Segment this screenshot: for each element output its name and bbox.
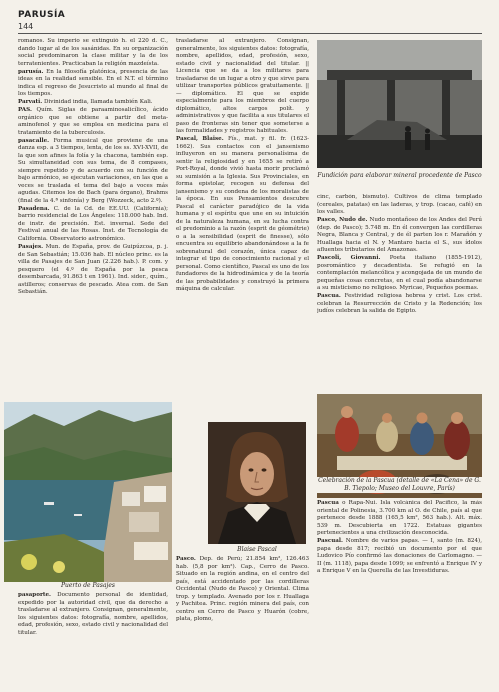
text-column-1-bottom [18,592,168,690]
entry-pasaporte: pasaporte. Documento personal de identidad, expedido por la autoridad civil, que da derecho a trasladarse al extranjero. Consignan, generalmente, los siguientes datos: fotografía, nombre, apellidos, edad, profesión, sexo, estado civil y nacionalidad del titular. [18,592,168,636]
caption-puerto-de-pasajes: Puerto de Pasajes [60,582,116,589]
entry-parvati: Parvati. Divinidad india, llamada también Kali. [18,99,153,106]
entry-pasacalle: pasacalle. Forma musical que proviene de una danza esp. a 3 tiempos, lenta, de los ss. XVI-XVII, de la que son afines la folía y la chacona, también esp. Su simultaneidad con sus tema, de 8 compases, siempre repetido y de acuerdo con su función de bajo armónico, se ejecutan variaciones, en las que a veces se traslada el tema del bajo a voces más agudas. Citemos los de Bach (para órgano), Brahms (final de la 4.ª sinfonía) y Berg (Wozzeck, acto 2.º). [18,137,168,204]
page-number: 144 [18,22,34,31]
entry-nudo-de-pasco: Pasco, Nudo de. Nudo montañoso de los Andes del Perú (dep. de Pasco); 5.748 m. En él convergen las cordilleras Negra, Blanca y Central, y de él parten los r. Marañón y Huallaga hacia el N. y Mantaro hacia el S., sus ídolos afluentes tributarios del Amazonas. [317,217,482,254]
text-column-1 [18,38,168,400]
entry: trasladarse al extranjero. Consignan, generalmente, los siguientes datos: fotografía, nombre, apellidos, edad, profesión, sexo, estado civil y nacionalidad del titular. || Licencia que se da a los militares para trasladarse de un lugar a otro y que sirve para utilizar transportes públicos gratuitamente. || — diplomático. El que se expide especialmente para los miembros del cuerpo diplomático, altos cargos polít. y administrativos y que facilita a sus titulares el paso de fronteras sin tener que someterse a las formalidades y registros habituales. [176,38,309,134]
entry-pasajes: Pasajes. Mun. de España, prov. de Guipúzcoa, p. j. de San Sebastián; 15.036 hab. El núcleo princ. es la villa de Pasajes de San Juan (2.226 hab.). P. com. y pesquero (el 4.º de España por la pesca desembarcada, 91.863 t en 1961). Ind. sider., quím., astilleros; conservas de pescado. Atea com. de San Sebastián. [18,244,168,296]
entry-isla-de-pascua: Pascua o Rapa-Nui. Isla volcánica del Pacífico, la más oriental de Polinesia, 3.700 km al O. de Chile, país al que pertenece desde 1888 (165,5 km², 563 hab.). Alt. máx. 539 m. Descubierta en 1722. Estatuas gigantes pertenecientes a una civilización desconocida. [317,500,482,536]
entry-parusia: parusía. En la filosofía platónica, presencia de las ideas en la realidad sensible. En el N.T. el término indica el regreso de Jesucristo al mundo al final de los tiempos. [18,68,168,98]
entry: romanos. Su imperio se extinguió h. el 220 d. C., dando lugar al de los sasánidas. En su organización social predominaron la clase militar y la de los terratenientes. Practicaban la religión mazdeísta. [18,38,168,67]
entry-pascua: Pascua. Festividad religiosa hebrea y crist. Los crist. celebran la Resurrección de Cristo y la Redención; los judíos celebran la salida de Egipto. [317,293,482,315]
caption-fundicion-pasco: Fundición para elaborar mineral procedente de Pasco [317,172,482,179]
entry-pascoli: Pascoli, Giovanni. Poeta italiano (1855-1912), posromántico y decadentista. Se refugió en la contemplación melancólica y acongojada de un mundo de pequeñas cosas concretas, en el cual podía abandonarse a su misticismo no religioso. Myricae, Pequeños poemas. [317,255,482,292]
entry-pascal: Pascal, Blaise. Fís., mat. y fil. fr. (1623-1662). Sus contactos con el jansenismo influyeron en su manera personalísima de sentir la religiosidad y en 1655 se retiró a Port-Royal, donde vivió hasta morir proclamó su sumisión a la Iglesia. Sus Provinciales, en forma epistolar, recogen su defensa del jansenismo y su condena de los moralistas de la época. En sus Pensamientos descubre Pascal el carácter paradójico de la vida humana y el espíritu que une en su intuición de la naturaleza humana, en su lucha contra el predominio a la razón (esprit de géométrie) o a la sensibilidad (esprit de finesse), sólo encuentra su equilibrio abandonándose a la fe sobrenatural del corazón, única capaz de integrar el tipo de conocimiento racional y el personal. Como científico, Pascal es uno de los fundadores de la hidrodinámica y de la teoría de las probabilidades y construyó la primera máquina de calcular. [176,136,309,293]
entry-pasadena: Pasadena. C. de la Cd. de EE.UU. (California); barrio residencial de Los Ángeles: 118.000 hab. Ind. de instr. de precisión. Est. invernal. Sede del Festival anual de las Rosas. Inst. de Tecnología de California. Observatorio astronómico. [18,205,168,242]
text-column-3-bottom [317,500,482,690]
entry-pasco: Pasco. Dep. de Perú; 21.854 km², 126.463 hab. (5,8 por km²). Cap., Cerro de Pasco. Situado en la región andina, en el centro del país, está accidentado por las cordilleras Occidental (Nudo de Pasco) y Oriental. Clima trop. y templado. Avenado por los r. Huallaga y Pachitea. Princ. región minera del país, con centro en Cerro de Pasco y Huarón (cobre, plata, plomo, [176,556,309,622]
text-column-3 [317,194,482,389]
portrait-blaise-pascal [208,422,306,544]
caption-la-cena: Celebración de la Pascua (detalle de «La Cena» de G. B. Tiepolo; Museo del Louvre, París) [318,477,481,492]
photo-fundicion-pasco [317,40,482,168]
entry-pascual: Pascual. Nombre de varios papas. — I, santo (m. 824), papa desde 817; recibió un documento por el que Ludovico Pío confirmó las donaciones de Carlomagno. — II (m. 1118), papa desde 1099; se enfrentó a Enrique IV y a Enrique V en la Querella de las Investiduras. [317,538,482,575]
text-column-2-bottom [176,556,309,690]
photo-puerto-de-pasajes [4,402,172,582]
running-header: PARUSÍA [18,10,66,20]
entry: cinc, carbón, bismuto). Cultivos de clima templado (cereales, patatas) en las laderas, y trop. (cacao, café) en los valles. [317,194,482,215]
header-rule [18,33,482,34]
entry-pas: PAS. Quím. Siglas de paraaminosalicílico, ácido orgánico que se obtiene a partir del meta-aminofenol y que se emplea en medicina para el tratamiento de la tuberculosis. [18,107,168,136]
text-column-2 [176,38,309,418]
caption-blaise-pascal: Blaise Pascal [237,546,277,553]
